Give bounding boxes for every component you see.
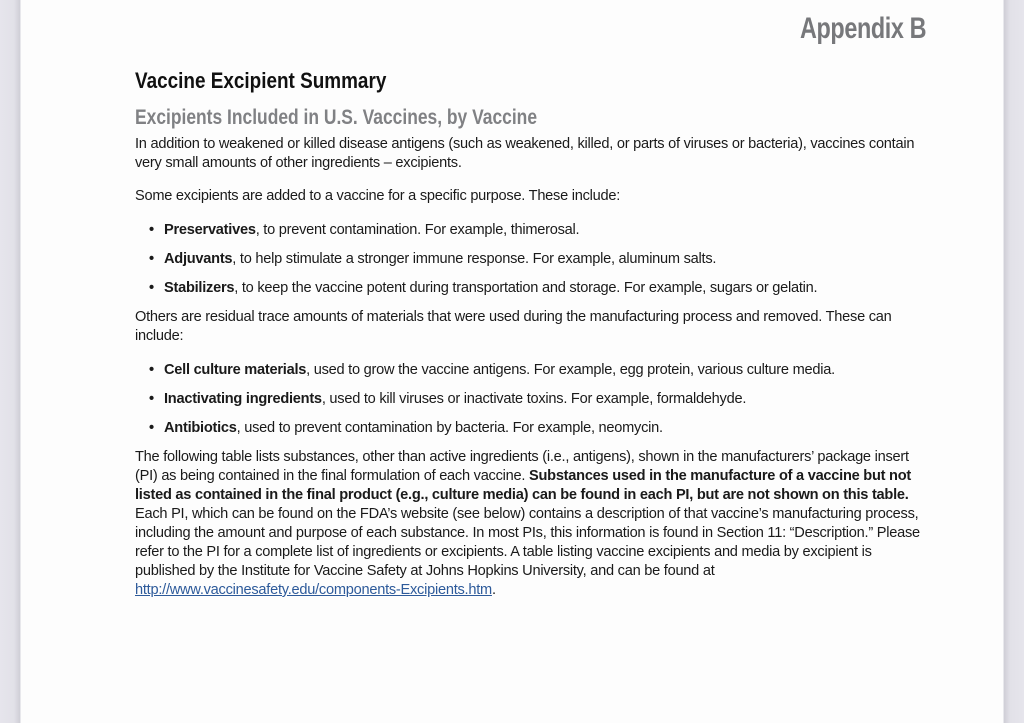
purpose-paragraph: Some excipients are added to a vaccine for a specific purpose. These include: — [135, 188, 621, 204]
list-item-description: , to prevent contamination. For example, thimerosal. — [255, 222, 580, 238]
appendix-label: Appendix B — [800, 12, 927, 45]
document-page — [20, 0, 1004, 723]
list-item — [149, 419, 935, 438]
list-item-description: , used to kill viruses or inactivate toxins. For example, formaldehyde. — [321, 391, 747, 407]
bullet-icon: • — [149, 222, 154, 238]
purpose-list — [135, 221, 935, 298]
list-item-term: Stabilizers — [164, 280, 235, 296]
page-content — [135, 68, 935, 600]
page-title: Vaccine Excipient Summary — [135, 68, 387, 93]
paragraph-emphasis: Substances used in the manufacture of a vaccine but not listed as contained in the final product (e.g., culture media) can be found in each PI, but are not shown on this table. — [135, 468, 911, 503]
list-item-description: , to keep the vaccine potent during transportation and storage. For example, sugars or gelatin. — [234, 280, 818, 296]
list-item — [149, 361, 935, 380]
list-item-term: Preservatives — [164, 222, 256, 238]
bullet-icon: • — [149, 391, 154, 407]
list-item-term: Antibiotics — [164, 420, 237, 436]
list-item — [149, 279, 935, 298]
list-item — [149, 250, 935, 269]
bullet-icon: • — [149, 280, 154, 296]
residual-paragraph: Others are residual trace amounts of materials that were used during the manufacturing process and removed. These can include: — [135, 309, 892, 344]
bullet-icon: • — [149, 420, 154, 436]
list-item — [149, 390, 935, 409]
list-item-description: , used to grow the vaccine antigens. For example, egg protein, various culture media. — [306, 362, 835, 378]
intro-paragraph: In addition to weakened or killed disease antigens (such as weakened, killed, or parts of viruses or bacteria), vaccines contain very small amounts of other ingredients – excipients. — [135, 136, 915, 171]
paragraph-end: . — [491, 582, 496, 598]
viewer-margin-left — [0, 0, 20, 723]
paragraph-text: The following table lists substances, other than active ingredients (i.e., antigens), shown in the manufacturers’ package insert (PI) as being contained in the final formulation of each vaccine. — [135, 449, 909, 484]
list-item-term: Inactivating ingredients — [164, 391, 322, 407]
list-item — [149, 221, 935, 240]
list-item-term: Adjuvants — [164, 251, 233, 267]
list-item-description: , used to prevent contamination by bacteria. For example, neomycin. — [236, 420, 663, 436]
table-description-paragraph — [135, 448, 935, 600]
bullet-icon: • — [149, 362, 154, 378]
list-item-description: , to help stimulate a stronger immune response. For example, aluminum salts. — [232, 251, 717, 267]
list-item-term: Cell culture materials — [164, 362, 307, 378]
vaccinesafety-link[interactable]: http://www.vaccinesafety.edu/components-Excipients.htm — [135, 582, 492, 598]
bullet-icon: • — [149, 251, 154, 267]
paragraph-text: Each PI, which can be found on the FDA’s website (see below) contains a description of that vaccine’s manufacturing process, including the amount and purpose of each substance. In most PIs, this information is found in Section 11: “Description.” Please refer to the PI for a complete list of ingredients or excipients. A table listing vaccine excipients and media by excipient is published by the Institute for Vaccine Safety at Johns Hopkins University, and can be found at — [135, 506, 920, 579]
page-subtitle: Excipients Included in U.S. Vaccines, by Vaccine — [135, 106, 538, 129]
residual-list — [135, 361, 935, 438]
viewer-margin-right — [1004, 0, 1024, 723]
